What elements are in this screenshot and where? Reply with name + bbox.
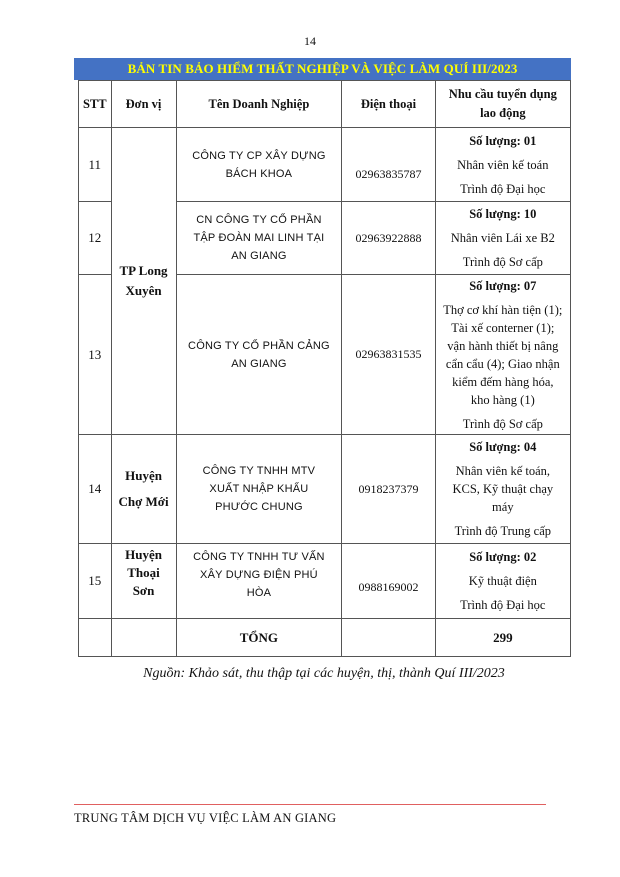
unit-cell-cho-moi — [111, 435, 176, 544]
row-stt: 14 — [79, 435, 112, 544]
recruitment-table — [78, 80, 571, 657]
company-line: TẬP ĐOÀN MAI LINH TẠI — [193, 232, 325, 244]
recruitment-need — [435, 544, 570, 619]
recruitment-need — [435, 202, 570, 275]
banner-title: BẢN TIN BẢO HIỂM THẤT NGHIỆP VÀ VIỆC LÀM QUÍ III/2023 — [74, 58, 571, 80]
need-description: Nhân viên kế toán, — [455, 464, 551, 478]
company-name — [176, 435, 342, 544]
header-need-line: Nhu cầu tuyển dụng — [448, 87, 557, 101]
need-quantity: Số lượng: 07 — [469, 278, 537, 293]
table-row — [79, 435, 571, 544]
total-value: 299 — [435, 619, 570, 657]
need-description: vận hành thiết bị nâng — [447, 338, 559, 353]
company-name — [176, 544, 342, 619]
total-empty-cell — [111, 619, 176, 657]
company-line: XÂY DỰNG ĐIỆN PHÚ — [200, 569, 318, 581]
unit-line: Sơn — [132, 583, 155, 598]
table-row — [79, 544, 571, 619]
need-quantity: Số lượng: 10 — [469, 207, 537, 221]
recruitment-need — [435, 435, 570, 544]
unit-cell-thoai-son — [111, 544, 176, 619]
unit-line: Thoại — [127, 565, 160, 580]
company-name — [176, 275, 342, 435]
row-stt: 15 — [79, 544, 112, 619]
company-line: AN GIANG — [231, 357, 287, 370]
source-note: Nguồn: Khảo sát, thu thập tại các huyện, thị, thành Quí III/2023 — [143, 666, 505, 681]
phone-number: 02963922888 — [342, 202, 435, 275]
phone-number: 0918237379 — [342, 435, 435, 544]
need-description: Nhân viên Lái xe B2 — [450, 231, 555, 245]
need-description: cẩn cẩu (4); Giao nhận — [445, 356, 560, 371]
need-description: Kỹ thuật điện — [468, 574, 537, 588]
need-description: Thợ cơ khí hàn tiện (1); — [443, 302, 563, 317]
unit-line: Huyện — [125, 468, 162, 483]
need-quantity: Số lượng: 01 — [469, 133, 537, 148]
header-company: Tên Doanh Nghiệp — [176, 81, 342, 128]
total-empty-cell — [79, 619, 112, 657]
unit-cell-long-xuyen — [111, 128, 176, 435]
need-level: Trình độ Sơ cấp — [462, 255, 543, 269]
unit-line: Xuyên — [125, 283, 162, 298]
header-need — [435, 81, 570, 128]
phone-number: 02963835787 — [342, 128, 435, 202]
table-header-row — [79, 81, 571, 128]
company-line: CÔNG TY CỔ PHẦN CẢNG — [188, 339, 330, 352]
company-line: CÔNG TY TNHH MTV — [202, 465, 316, 477]
company-line: XUẤT NHẬP KHẨU — [209, 483, 309, 495]
need-description: kho hàng (1) — [470, 392, 535, 407]
need-quantity: Số lượng: 02 — [469, 550, 537, 564]
company-name — [176, 202, 342, 275]
header-unit: Đơn vị — [111, 81, 176, 128]
need-level: Trình độ Trung cấp — [454, 524, 552, 538]
header-stt: STT — [79, 81, 112, 128]
company-line: HÒA — [246, 587, 272, 599]
company-line: BÁCH KHOA — [225, 167, 293, 180]
need-level: Trình độ Đại học — [460, 598, 546, 612]
need-description: Nhân viên kế toán — [457, 157, 549, 172]
company-line: PHƯỚC CHUNG — [215, 501, 303, 513]
header-need-line: lao động — [480, 106, 526, 120]
company-name — [176, 128, 342, 202]
table-row — [79, 128, 571, 202]
need-quantity: Số lượng: 04 — [469, 440, 537, 454]
footer-divider — [74, 804, 546, 805]
company-line: AN GIANG — [231, 250, 287, 262]
unit-line: Chợ Mới — [118, 494, 169, 509]
need-description: kiểm đếm hàng hóa, — [452, 374, 554, 389]
need-level: Trình độ Đại học — [460, 181, 546, 196]
unit-line: TP Long — [119, 263, 168, 278]
row-stt: 11 — [79, 128, 112, 202]
total-label: TỔNG — [176, 619, 342, 657]
recruitment-need — [435, 128, 570, 202]
need-description: KCS, Kỹ thuật chạy — [452, 482, 554, 496]
unit-line: Huyện — [125, 547, 162, 562]
need-description: Tài xế conterner (1); — [451, 320, 555, 335]
company-line: CÔNG TY CP XÂY DỰNG — [192, 149, 326, 162]
phone-number: 0988169002 — [342, 544, 435, 619]
footer-organization: TRUNG TÂM DỊCH VỤ VIỆC LÀM AN GIANG — [74, 811, 337, 825]
phone-number: 02963831535 — [342, 275, 435, 435]
need-description: máy — [492, 500, 514, 514]
row-stt: 12 — [79, 202, 112, 275]
page-number: 14 — [304, 34, 316, 48]
total-row — [79, 619, 571, 657]
row-stt: 13 — [79, 275, 112, 435]
need-level: Trình độ Sơ cấp — [462, 416, 543, 431]
company-line: CN CÔNG TY CỔ PHẦN — [196, 214, 322, 226]
header-phone: Điện thoại — [342, 81, 435, 128]
recruitment-need — [435, 275, 570, 435]
company-line: CÔNG TY TNHH TƯ VẤN — [193, 551, 325, 563]
total-empty-cell — [342, 619, 435, 657]
